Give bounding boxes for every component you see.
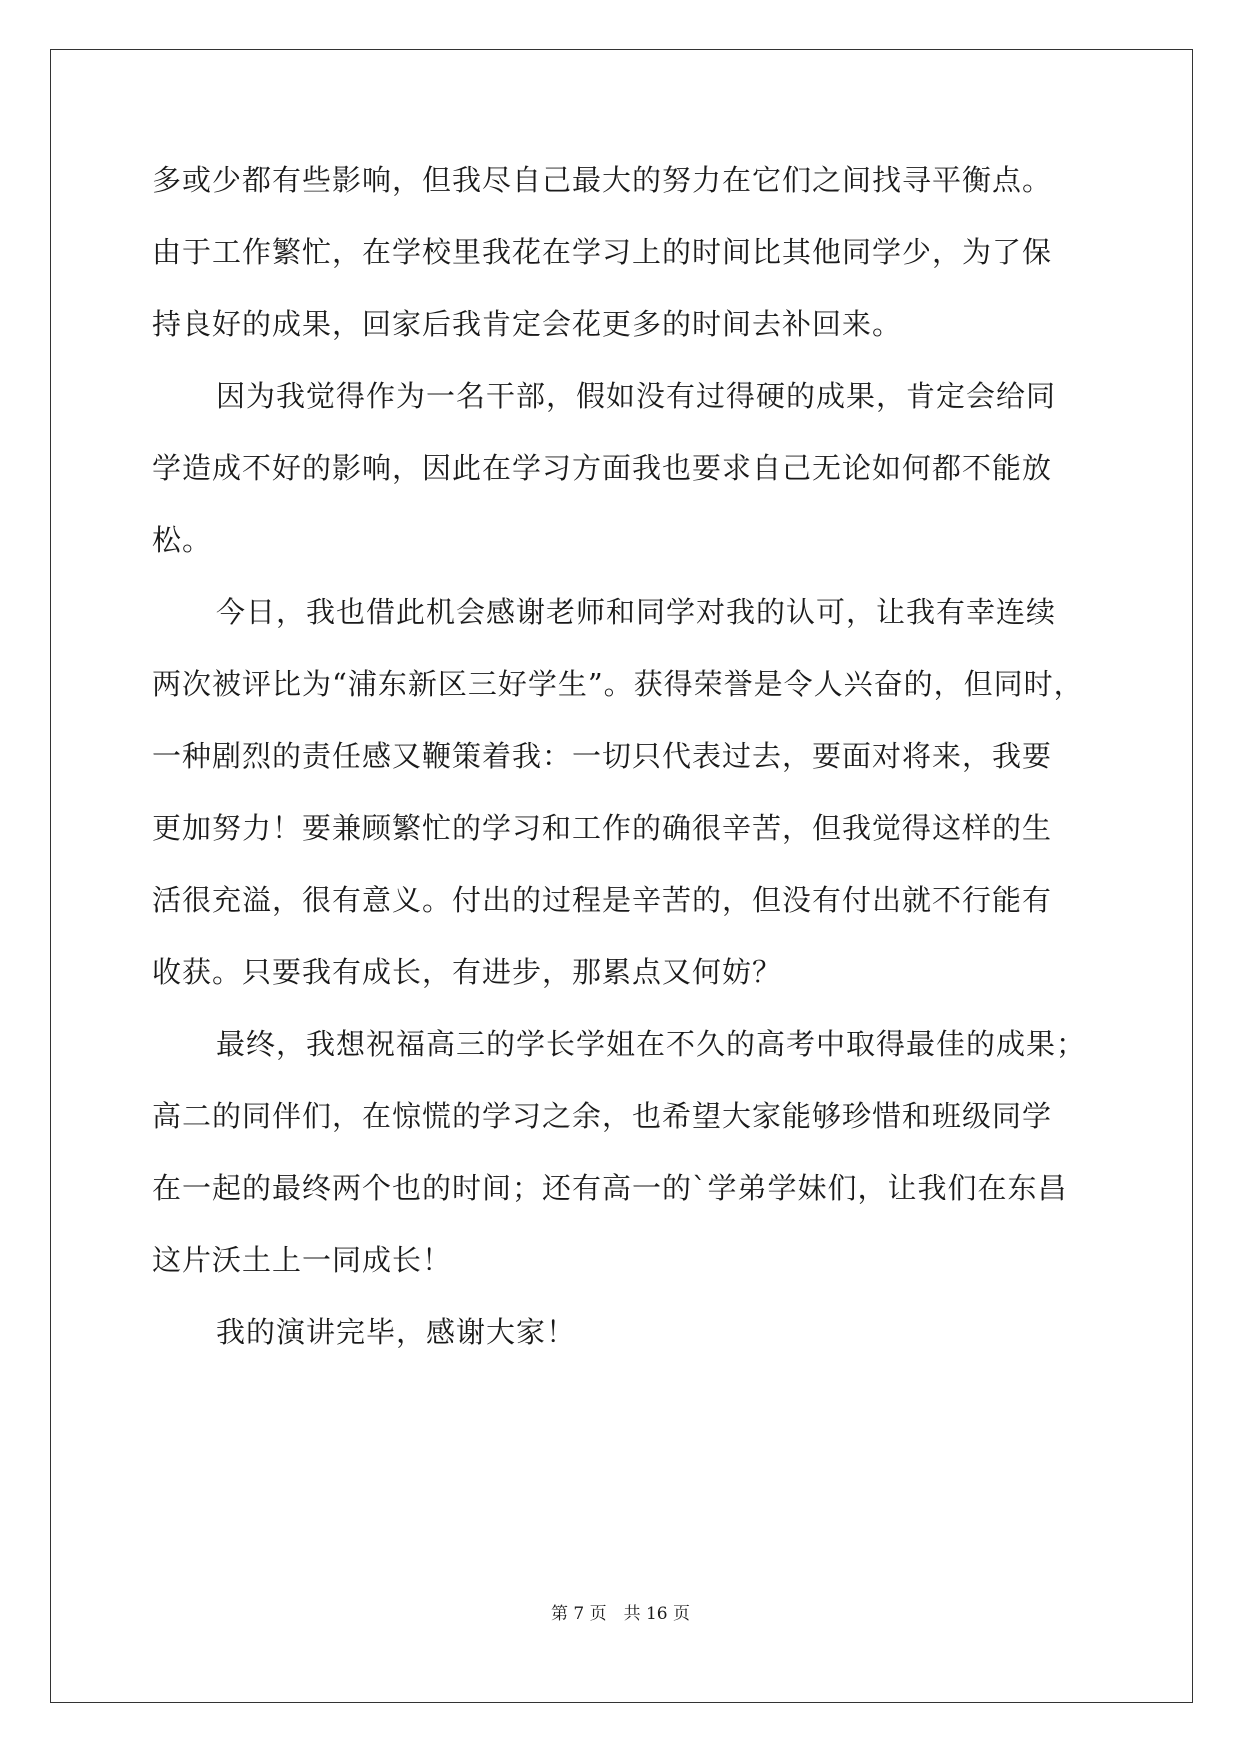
text-line: 活很充溢，很有意义。付出的过程是辛苦的，但没有付出就不行能有: [152, 883, 1053, 917]
paragraph-first-line: 今日，我也借此机会感谢老师和同学对我的认可，让我有幸连续: [216, 595, 1057, 629]
text-line: 收获。只要我有成长，有进步，那累点又何妨？: [152, 955, 783, 989]
page-border: [50, 49, 1193, 1703]
text-line: 更加努力！要兼顾繁忙的学习和工作的确很辛苦，但我觉得这样的生: [152, 811, 1053, 845]
paragraph-first-line: 最终，我想祝福高三的学长学姐在不久的高考中取得最佳的成果；: [216, 1027, 1087, 1061]
paragraph-first-line: 因为我觉得作为一名干部，假如没有过得硬的成果，肯定会给同: [216, 379, 1057, 413]
text-line: 在一起的最终两个也的时间；还有高一的`学弟学妹们，让我们在东昌: [152, 1171, 1068, 1205]
text-line: 一种剧烈的责任感又鞭策着我：一切只代表过去，要面对将来，我要: [152, 739, 1053, 773]
text-line: 高二的同伴们，在惊慌的学习之余，也希望大家能够珍惜和班级同学: [152, 1099, 1053, 1133]
text-line: 两次被评比为“浦东新区三好学生”。获得荣誉是令人兴奋的，但同时，: [152, 667, 1084, 701]
paragraph-first-line: 我的演讲完毕，感谢大家！: [216, 1315, 577, 1349]
text-line: 由于工作繁忙，在学校里我花在学习上的时间比其他同学少，为了保: [152, 235, 1053, 269]
text-line: 学造成不好的影响，因此在学习方面我也要求自己无论如何都不能放: [152, 451, 1053, 485]
page-number-footer: 第 7 页 共 16 页: [550, 1604, 691, 1624]
text-line: 这片沃土上一同成长！: [152, 1243, 453, 1277]
text-line: 松。: [152, 523, 213, 557]
text-line: 持良好的成果，回家后我肯定会花更多的时间去补回来。: [152, 307, 903, 341]
text-line: 多或少都有些影响，但我尽自己最大的努力在它们之间找寻平衡点。: [152, 163, 1053, 197]
